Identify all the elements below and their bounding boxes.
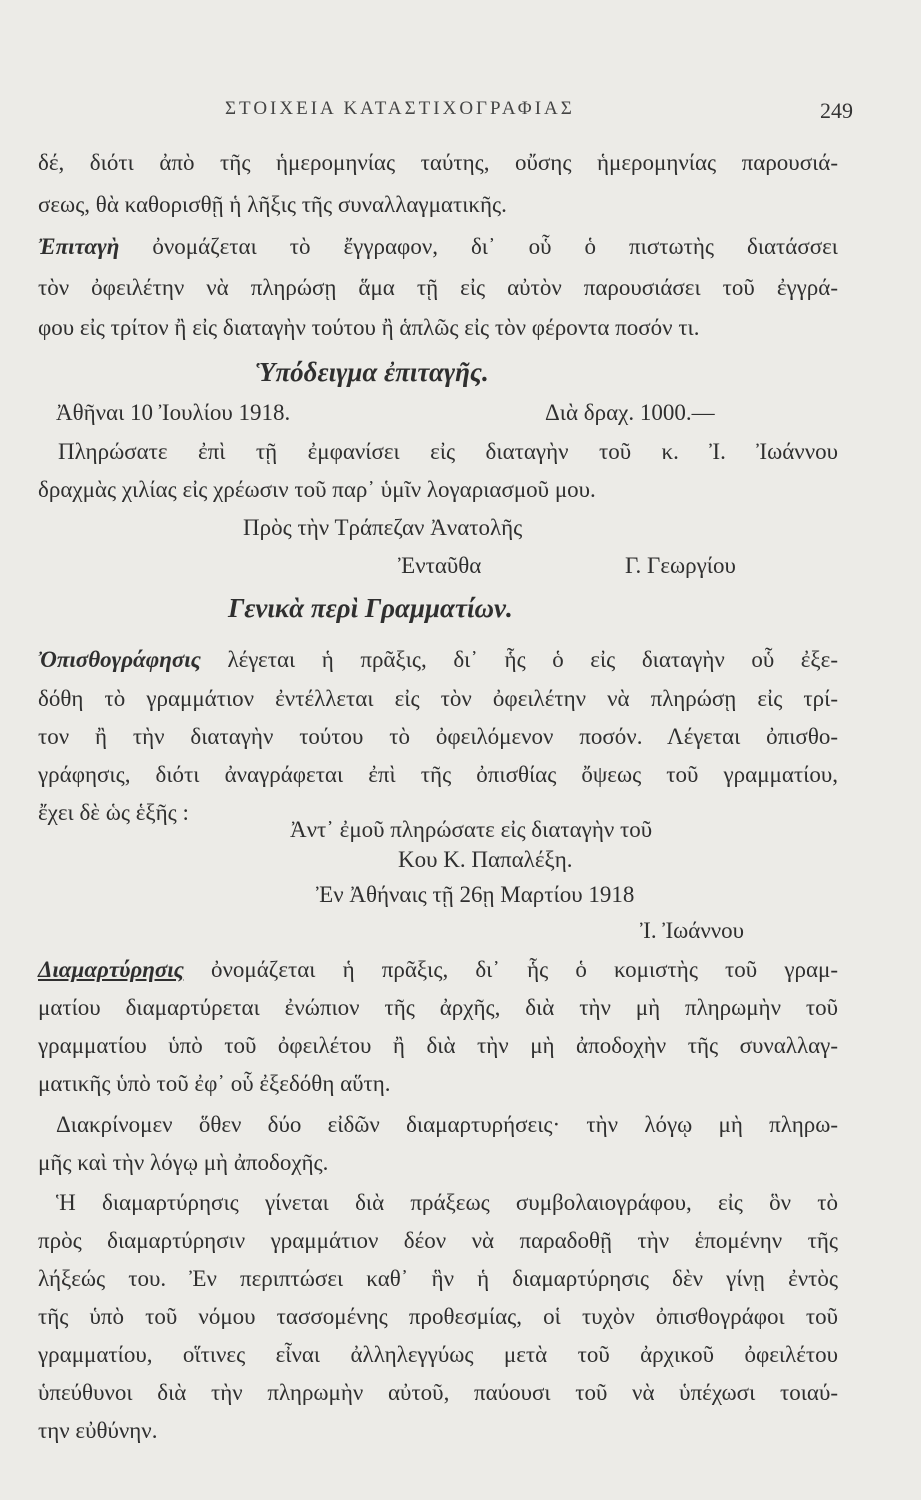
text-line: Κου Κ. Παπαλέξη. [398,847,573,872]
text-fragment: ὀνομάζεται τὸ ἔγγραφον, δι᾿ οὗ ὁ πιστωτὴς διατάσσει [152,234,838,259]
text-line: γραμματίου, οἵτινες εἶναι ἀλληλεγγύως μετὰ τοῦ ἀρχικοῦ ὀφειλέτου [38,1342,838,1367]
term-diamartyrisis: Διαμαρτύρησις [38,957,184,982]
text-line: Ἡ διαμαρτύρησις γίνεται διὰ πράξεως συμβολαιογράφου, εἰς ὃν τὸ [56,1190,838,1215]
text-line: ματικῆς ὑπὸ τοῦ ἐφ᾿ οὗ ἐξεδόθη αὕτη. [38,1071,391,1096]
text-line: πρὸς διαμαρτύρησιν γραμμάτιον δέον νὰ παραδοθῇ τὴν ἑπομένην τῆς [38,1228,838,1253]
text-line: τον ἢ τὴν διαταγὴν τούτου τὸ ὀφειλόμενον ποσόν. Λέγεται ὀπισθο- [38,724,838,749]
example-place-date: Ἀθῆναι 10 Ἰουλίου 1918. [56,400,291,425]
example-signature: Ἰ. Ἰωάννου [640,918,745,943]
running-title: ΣΤΟΙΧΕΙΑ ΚΑΤΑΣΤΙΧΟΓΡΑΦΙΑΣ [225,98,575,119]
text-line: Ἐν Ἀθήναις τῇ 26ῃ Μαρτίου 1918 [316,882,635,907]
text-line: λήξεώς του. Ἐν περιπτώσει καθ᾿ ἣν ἡ διαμαρτύρησις δὲν γίνῃ ἐντὸς [38,1266,838,1291]
text-line [38,645,838,675]
text-line [38,955,838,985]
text-line: φου εἰς τρίτον ἢ εἰς διαταγὴν τούτου ἢ ἁπλῶς εἰς τὸν φέροντα ποσόν τι. [38,315,700,340]
running-header [0,98,921,128]
text-line: τὸν ὀφειλέτην νὰ πληρώσῃ ἅμα τῇ εἰς αὐτὸν παρουσιάσει τοῦ ἐγγρά- [38,275,838,300]
text-line: ὑπεύθυνοι διὰ τὴν πληρωμὴν αὐτοῦ, παύουσι τοῦ νὰ ὑπέχωσι τοιαύ- [38,1380,838,1405]
text-line: την εὐθύνην. [38,1418,158,1443]
text-line: Διακρίνομεν ὅθεν δύο εἰδῶν διαμαρτυρήσεις· τὴν λόγῳ μὴ πληρω- [56,1112,838,1137]
text-line: Πληρώσατε ἐπὶ τῇ ἐμφανίσει εἰς διαταγὴν τοῦ κ. Ἰ. Ἰωάννου [58,439,838,464]
section-heading: Ὑπόδειγμα ἐπιταγῆς. [255,357,489,387]
text-line: τῆς ὑπὸ τοῦ νόμου τασσομένης προθεσμίας, οἱ τυχὸν ὀπισθογράφοι τοῦ [38,1304,838,1329]
text-line: σεως, θὰ καθορισθῇ ἡ λῆξις τῆς συναλλαγματικῆς. [38,192,507,217]
text-line: δέ, διότι ἀπὸ τῆς ἡμερομηνίας ταύτης, οὔσης ἡμερομηνίας παρουσιά- [38,150,838,175]
text-line: μῆς καὶ τὴν λόγῳ μὴ ἀποδοχῆς. [38,1150,329,1175]
section-heading: Γενικὰ περὶ Γραμματίων. [228,593,513,623]
example-amount: Διὰ δραχ. 1000.— [545,400,715,425]
text-line: ἔχει δὲ ὡς ἑξῆς : [38,800,189,825]
example-location: Ἐνταῦθα [398,553,482,578]
text-line [38,232,838,262]
text-line: Ἀντ᾿ ἐμοῦ πληρώσατε εἰς διαταγὴν τοῦ [290,817,653,842]
text-line: δόθη τὸ γραμμάτιον ἐντέλλεται εἰς τὸν ὀφειλέτην νὰ πληρώσῃ εἰς τρί- [38,686,838,711]
page-number: 249 [820,98,853,123]
text-line: ματίου διαμαρτύρεται ἐνώπιον τῆς ἀρχῆς, διὰ τὴν μὴ πληρωμὴν τοῦ [38,995,838,1020]
term-opisthografisis: Ὀπισθογράφησις [38,647,201,672]
text-fragment: ὀνομάζεται ἡ πρᾶξις, δι᾿ ἧς ὁ κομιστὴς τοῦ γραμ- [211,957,838,982]
example-addressee: Πρὸς τὴν Τράπεζαν Ἀνατολῆς [243,515,523,540]
text-fragment: λέγεται ἡ πρᾶξις, δι᾿ ἧς ὁ εἰς διαταγὴν οὗ ἐξε- [227,647,838,672]
term-epitagi: Ἐπιταγὴ [38,234,120,259]
text-line: δραχμὰς χιλίας εἰς χρέωσιν τοῦ παρ᾿ ὑμῖν λογαριασμοῦ μου. [38,477,596,502]
text-line: γραμματίου ὑπὸ τοῦ ὀφειλέτου ἢ διὰ τὴν μὴ ἀποδοχὴν τῆς συναλλαγ- [38,1033,838,1058]
text-line: γράφησις, διότι ἀναγράφεται ἐπὶ τῆς ὀπισθίας ὄψεως τοῦ γραμματίου, [38,762,838,787]
example-signature: Γ. Γεωργίου [625,553,736,578]
